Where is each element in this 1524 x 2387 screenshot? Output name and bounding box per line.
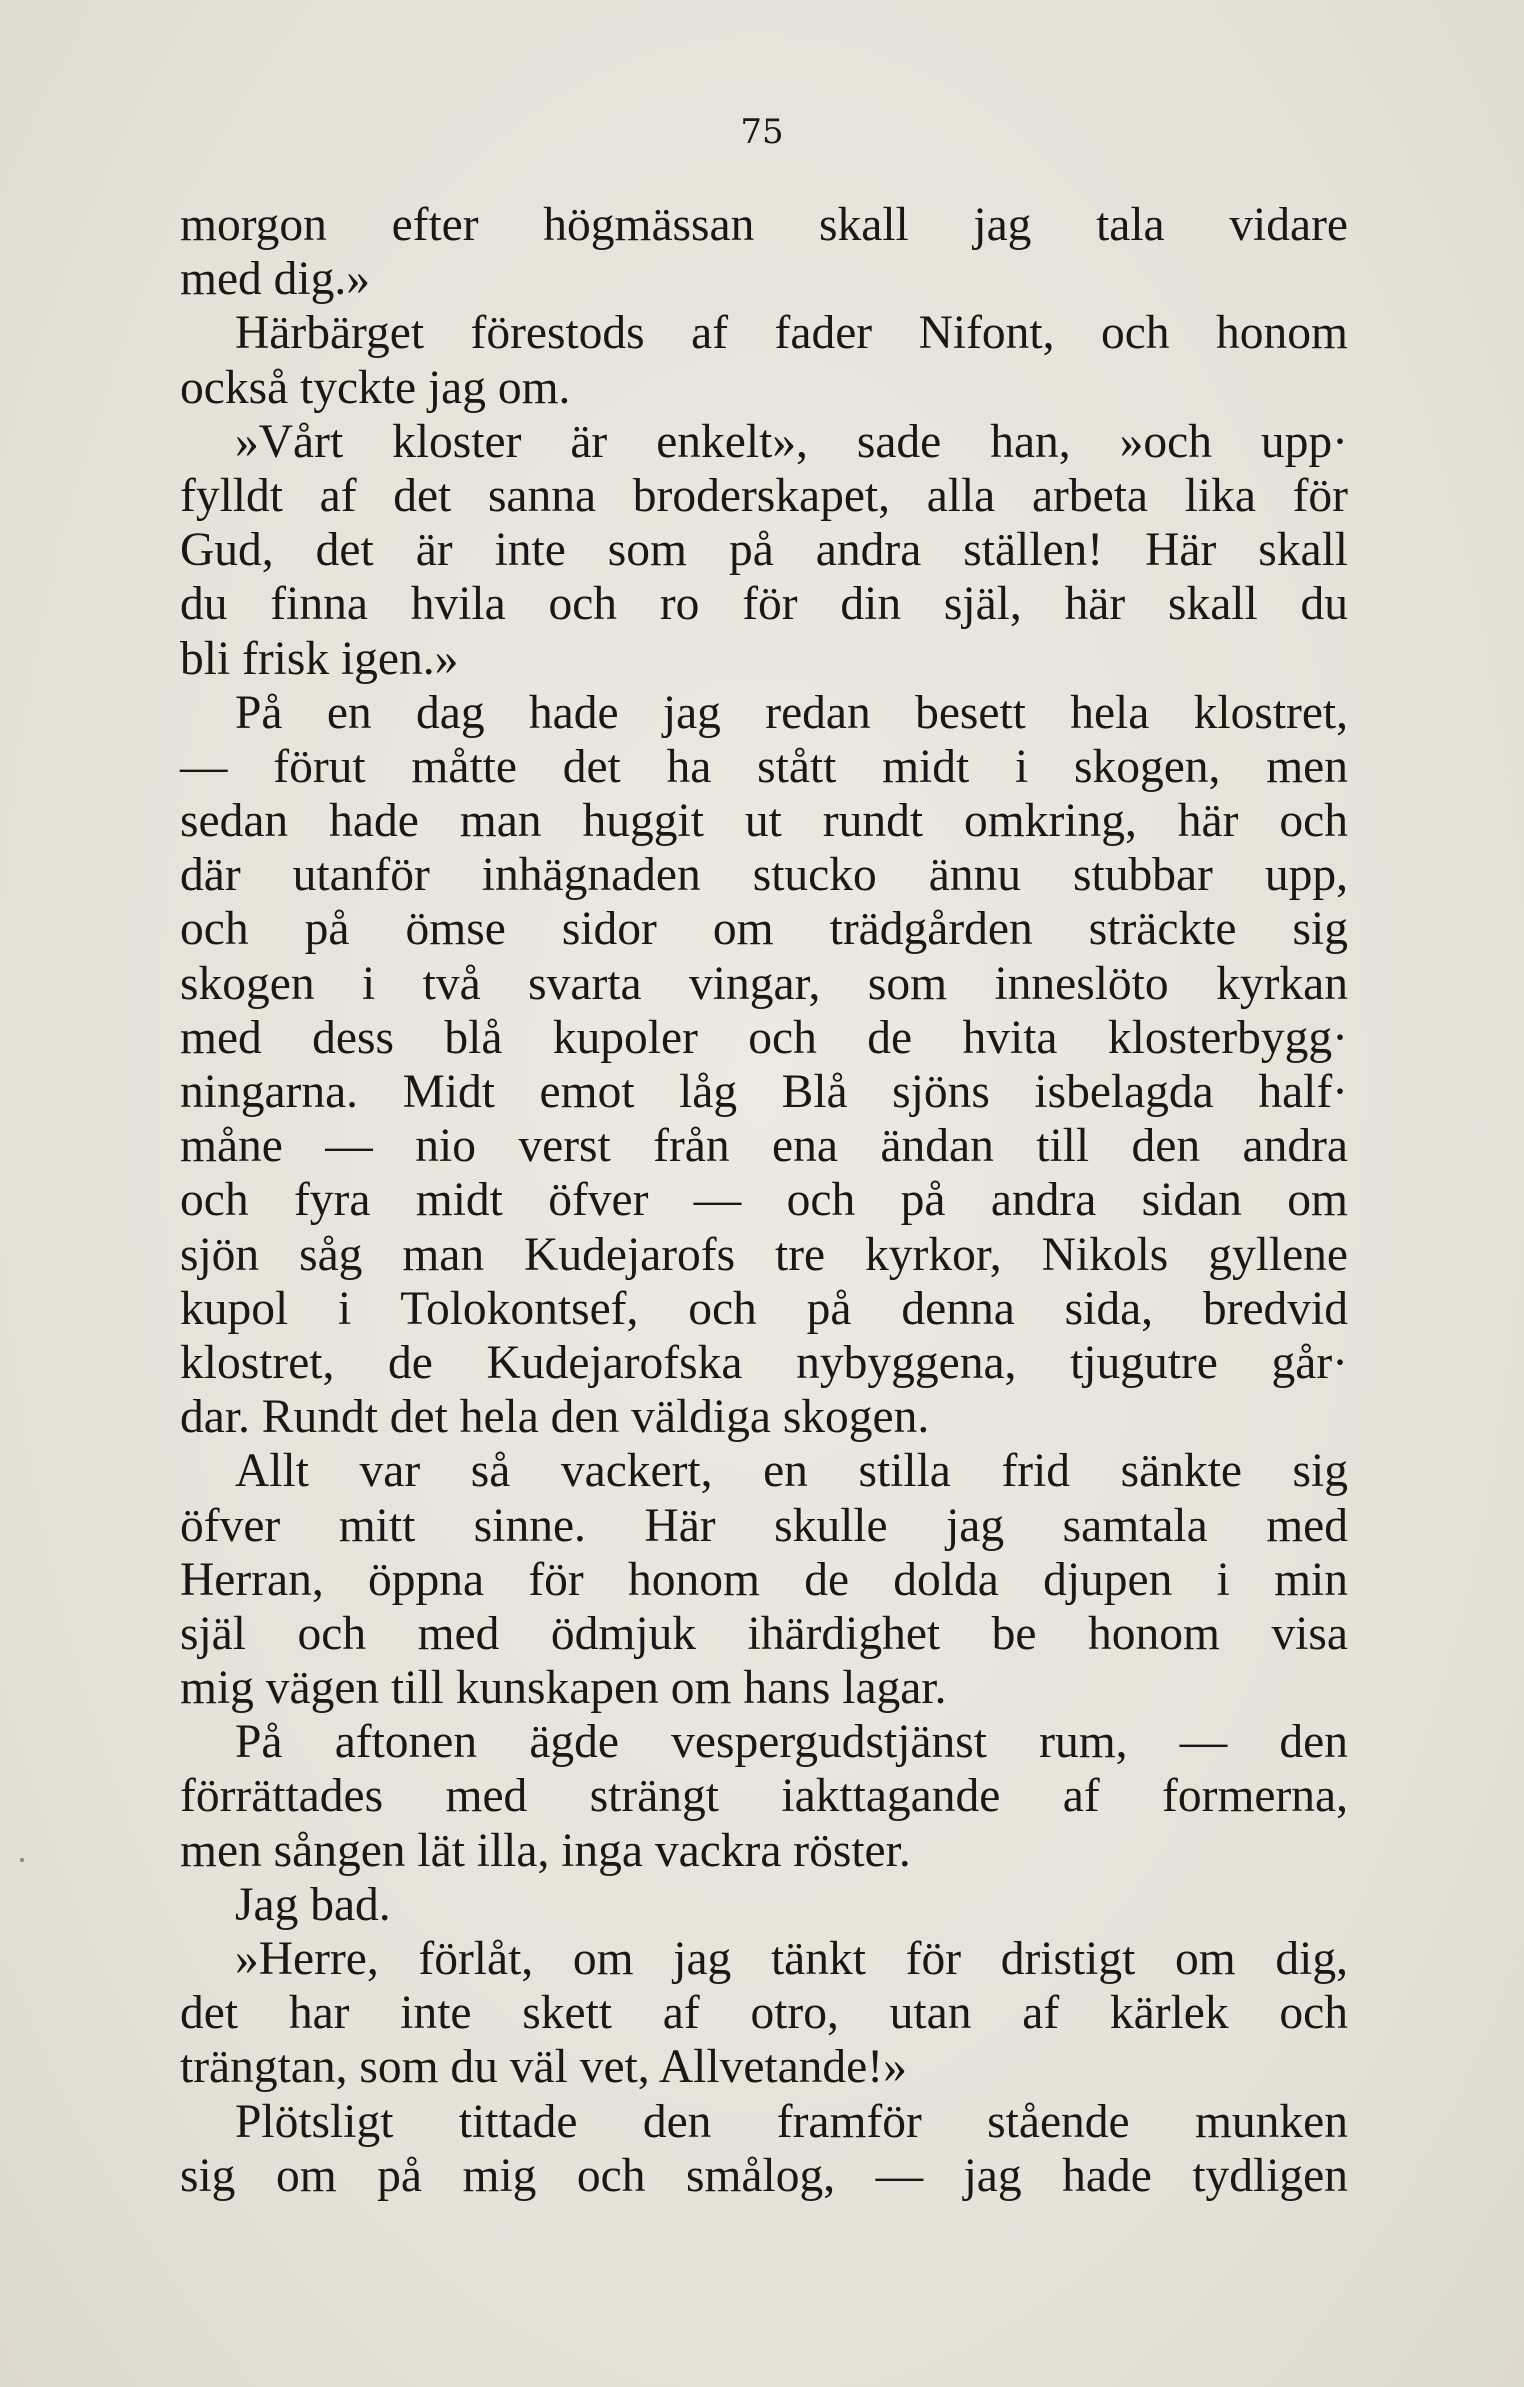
text-line: mig vägen till kunskapen om hans lagar. (180, 1662, 947, 1715)
text-line: På aftonen ägde vespergudstjänst rum, — den (235, 1716, 1348, 1769)
text-line: Herran, öppna för honom de dolda djupen i min (180, 1553, 1348, 1606)
text-line: själ och med ödmjuk ihärdighet be honom visa (180, 1607, 1348, 1660)
text-line: det har inte skett af otro, utan af kärlek och (180, 1987, 1348, 2040)
text-line: klostret, de Kudejarofska nybyggena, tjugutre går· (180, 1336, 1348, 1389)
text-line: trängtan, som du väl vet, Allvetande!» (180, 2041, 907, 2094)
text-line: sig om på mig och smålog, — jag hade tydligen (180, 2149, 1348, 2202)
text-line: Plötsligt tittade den framför stående munken (235, 2095, 1348, 2148)
text-line: öfver mitt sinne. Här skulle jag samtala med (180, 1499, 1348, 1552)
text-line: — förut måtte det ha stått midt i skogen, men (180, 740, 1348, 793)
text-line: ningarna. Midt emot låg Blå sjöns isbelagda half· (180, 1066, 1348, 1118)
page-number: 75 (740, 112, 784, 152)
text-line: dar. Rundt det hela den väldiga skogen. (180, 1391, 930, 1444)
text-line: Härbärget förestods af fader Nifont, och honom (235, 307, 1348, 360)
text-line: men sången lät illa, inga vackra röster. (180, 1824, 911, 1877)
text-line: kupol i Tolokontsef, och på denna sida, bredvid (180, 1282, 1348, 1335)
text-line: också tyckte jag om. (180, 361, 571, 414)
text-line: måne — nio verst från ena ändan till den andra (180, 1120, 1348, 1173)
text-line: med dess blå kupoler och de hvita klosterbygg· (180, 1011, 1348, 1064)
text-line: »Vårt kloster är enkelt», sade han, »och upp· (235, 415, 1348, 468)
text-line: Allt var så vackert, en stilla frid sänkte sig (235, 1445, 1348, 1498)
text-line: med dig.» (180, 253, 370, 306)
body-text (180, 198, 1348, 2203)
text-line: fylldt af det sanna broderskapet, alla arbeta lika för (180, 469, 1348, 522)
text-line: »Herre, förlåt, om jag tänkt för dristigt om dig, (235, 1933, 1348, 1985)
text-line: där utanför inhägnaden stucko ännu stubbar upp, (180, 849, 1348, 902)
text-line: du finna hvila och ro för din själ, här skall du (180, 578, 1348, 631)
text-line: och på ömse sidor om trädgården sträckte sig (180, 903, 1348, 956)
text-line: skogen i två svarta vingar, som inneslöto kyrkan (180, 957, 1348, 1010)
text-line: sedan hade man huggit ut rundt omkring, här och (180, 795, 1348, 848)
text-line: sjön såg man Kudejarofs tre kyrkor, Nikols gyllene (180, 1228, 1348, 1281)
text-line: morgon efter högmässan skall jag tala vidare (180, 199, 1348, 251)
paper-speck (20, 1858, 24, 1862)
text-line: och fyra midt öfver — och på andra sidan om (180, 1174, 1348, 1227)
text-line: bli frisk igen.» (180, 632, 459, 685)
text-line: På en dag hade jag redan besett hela klostret, (235, 686, 1348, 739)
text-line: Jag bad. (235, 1878, 391, 1931)
text-line: Gud, det är inte som på andra ställen! Här skall (180, 524, 1348, 577)
text-line: förrättades med strängt iakttagande af formerna, (180, 1770, 1348, 1823)
